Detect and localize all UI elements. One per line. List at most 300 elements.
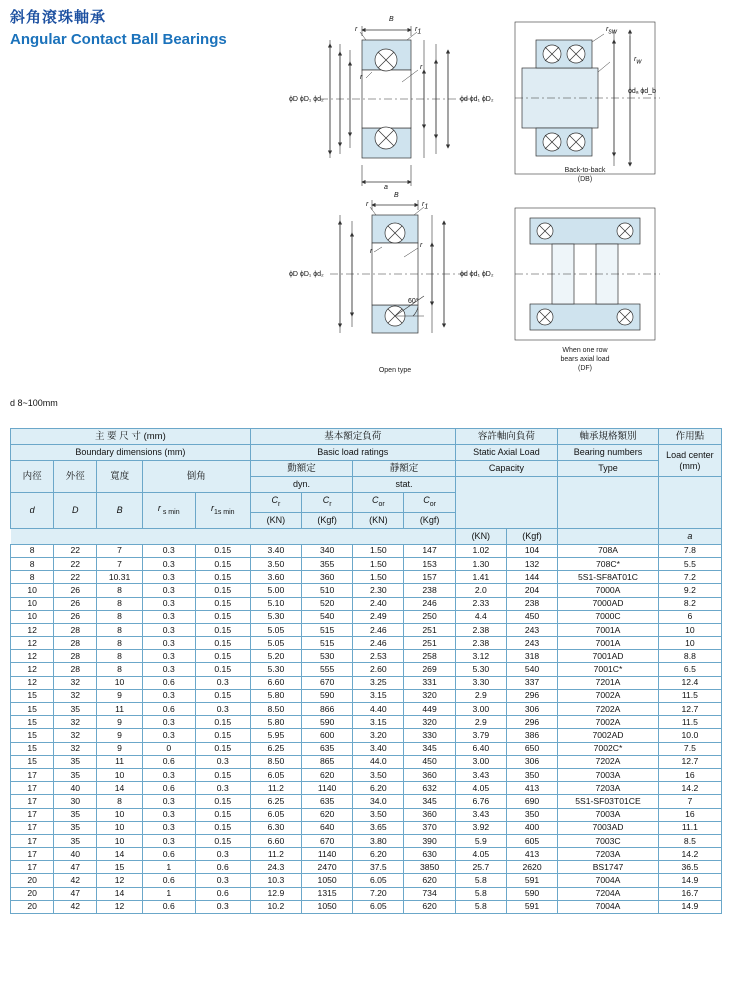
table-row [11,623,722,636]
table-cell: 0.3 [142,729,195,742]
table-cell: 540 [506,663,557,676]
table-cell: 1140 [301,848,352,861]
table-cell: 2.46 [353,623,404,636]
header-unit-kn-stat: (KN) [353,512,404,528]
table-cell: 2.38 [455,637,506,650]
table-cell: 15 [11,703,54,716]
table-cell: 20 [11,874,54,887]
table-row [11,821,722,834]
table-cell: 1.50 [353,544,404,557]
table-cell: 269 [404,663,455,676]
table-cell: 12 [11,650,54,663]
table-cell: 6.30 [250,821,301,834]
table-cell: 345 [404,795,455,808]
table-cell: 10.3 [250,874,301,887]
header-sym-r1smin: $r_{1s min}$ [195,493,250,529]
table-cell: 132 [506,557,557,570]
table-cell: 5.05 [250,623,301,636]
table-cell: 0.6 [142,782,195,795]
table-cell: 3.15 [353,689,404,702]
label-r-prime-bottom: r [420,242,423,249]
table-cell: 16 [658,808,721,821]
table-cell: 670 [301,834,352,847]
table-cell: 15 [11,716,54,729]
table-cell: 413 [506,782,557,795]
table-cell: 17 [11,861,54,874]
table-cell: 35 [54,821,97,834]
table-cell: 246 [404,597,455,610]
table-cell: 7002C* [558,742,659,755]
spec-table-body [11,544,722,913]
table-cell: 0.3 [142,663,195,676]
table-cell: 4.05 [455,848,506,861]
table-cell: 17 [11,808,54,821]
table-cell: 3.40 [250,544,301,557]
table-cell: 7003C [558,834,659,847]
table-cell: 0.15 [195,623,250,636]
table-cell: 0.6 [195,861,250,874]
table-cell: 10.2 [250,900,301,913]
table-cell: 0.3 [142,557,195,570]
table-cell: 3.43 [455,768,506,781]
table-cell: 0.6 [142,755,195,768]
table-cell: 670 [301,676,352,689]
table-cell: 3.12 [455,650,506,663]
table-cell: 15 [97,861,142,874]
label-dims-right-bottom: ϕd ϕd₁ ϕD₂ [460,271,494,278]
table-cell: 7003A [558,808,659,821]
table-cell: 11.2 [250,782,301,795]
table-cell: 35 [54,768,97,781]
table-row [11,637,722,650]
table-cell: 7000A [558,584,659,597]
table-cell: 2.38 [455,623,506,636]
table-cell: 1.50 [353,571,404,584]
table-cell: 14 [97,887,142,900]
table-cell: 413 [506,848,557,861]
table-cell: 35 [54,755,97,768]
table-cell: 7203A [558,782,659,795]
table-cell: 8 [97,584,142,597]
table-cell: 1050 [301,900,352,913]
table-cell: 0.3 [195,755,250,768]
table-cell: 360 [404,808,455,821]
table-cell: 32 [54,716,97,729]
table-cell: 0.3 [142,650,195,663]
table-cell: 11 [97,703,142,716]
table-cell: 36.5 [658,861,721,874]
table-cell: 34.0 [353,795,404,808]
table-cell: 7001C* [558,663,659,676]
table-cell: 7 [658,795,721,808]
table-cell: 20 [11,900,54,913]
table-cell: 5.95 [250,729,301,742]
table-cell: 8 [97,597,142,610]
table-cell: 331 [404,676,455,689]
table-cell: 28 [54,637,97,650]
table-cell: 9 [97,689,142,702]
table-cell: 250 [404,610,455,623]
table-cell: 590 [506,887,557,900]
header-od-cn: 外徑 [54,461,97,493]
table-cell: 4.4 [455,610,506,623]
table-cell: 0.3 [142,610,195,623]
table-cell: 0.15 [195,663,250,676]
table-cell: 6.25 [250,795,301,808]
table-cell: 632 [404,782,455,795]
table-cell: 7204A [558,887,659,900]
label-angle: 60° [408,298,419,305]
table-cell: 243 [506,623,557,636]
table-cell: 734 [404,887,455,900]
table-row [11,729,722,742]
table-cell: 11.2 [250,848,301,861]
table-row [11,782,722,795]
header-unit-kn-axial: (KN) [455,528,506,544]
table-cell: 360 [301,571,352,584]
table-cell: 6.60 [250,834,301,847]
table-row [11,848,722,861]
title-english: Angular Contact Ball Bearings [10,31,227,48]
table-cell: 14.9 [658,874,721,887]
table-cell: 0.15 [195,834,250,847]
table-cell: 144 [506,571,557,584]
table-cell: 1140 [301,782,352,795]
table-cell: 8.5 [658,834,721,847]
table-cell: 2470 [301,861,352,874]
table-cell: 0.15 [195,544,250,557]
table-cell: 42 [54,900,97,913]
label-rw: rw [634,56,642,66]
table-cell: 0.3 [142,584,195,597]
table-cell: 0.15 [195,637,250,650]
table-cell: 5.20 [250,650,301,663]
table-cell: 555 [301,663,352,676]
header-load-cn: 基本額定負荷 [250,429,455,445]
table-row [11,742,722,755]
table-cell: 15 [11,755,54,768]
table-cell: 7.5 [658,742,721,755]
table-cell: 12 [11,623,54,636]
table-cell: 296 [506,716,557,729]
table-cell: 5.30 [250,610,301,623]
spacer-mid [250,528,455,544]
table-cell: 2.53 [353,650,404,663]
table-cell: 12.7 [658,755,721,768]
table-cell: 238 [404,584,455,597]
table-cell: 6.40 [455,742,506,755]
table-row [11,808,722,821]
header-sym-a: a [658,528,721,544]
table-cell: 11 [97,755,142,768]
table-cell: 1 [142,861,195,874]
table-cell: 7202A [558,755,659,768]
table-cell: 10 [11,584,54,597]
table-cell: 243 [506,637,557,650]
table-cell: 7.8 [658,544,721,557]
label-rsw: rsw [606,26,617,36]
table-row [11,861,722,874]
table-cell: 3.40 [353,742,404,755]
table-row [11,887,722,900]
table-cell: 591 [506,874,557,887]
table-cell: 3.25 [353,676,404,689]
table-cell: 17 [11,782,54,795]
table-row [11,597,722,610]
header-center-en: Load center (mm) [658,445,721,477]
table-cell: 0.15 [195,584,250,597]
table-cell: 0.15 [195,716,250,729]
table-cell: 865 [301,755,352,768]
table-cell: 8 [97,795,142,808]
table-cell: 40 [54,848,97,861]
table-cell: 22 [54,544,97,557]
table-cell: 0.6 [142,874,195,887]
header-sym-Cor2: $C_{or}$ [404,493,455,513]
table-cell: 7001A [558,623,659,636]
table-cell: 8 [97,650,142,663]
table-cell: 5.5 [658,557,721,570]
table-cell: 0.3 [142,571,195,584]
table-cell: 44.0 [353,755,404,768]
table-row [11,874,722,887]
table-cell: 17 [11,821,54,834]
table-row [11,689,722,702]
table-cell: 2.0 [455,584,506,597]
table-cell: 0.6 [142,848,195,861]
size-range-note: d 8~100mm [10,398,58,408]
table-cell: 1.50 [353,557,404,570]
table-cell: 8.50 [250,755,301,768]
table-cell: 7003A [558,768,659,781]
table-cell: 450 [506,610,557,623]
label-da-db: ϕdₐ ϕd_b [628,88,656,95]
table-cell: 3.00 [455,755,506,768]
table-cell: 3.30 [455,676,506,689]
table-cell: 1.30 [455,557,506,570]
table-cell: 350 [506,768,557,781]
table-cell: 0.3 [142,768,195,781]
table-cell: 204 [506,584,557,597]
table-cell: 12 [11,637,54,650]
table-cell: 32 [54,742,97,755]
table-cell: 8 [97,623,142,636]
table-cell: 35 [54,834,97,847]
table-cell: 5.8 [455,900,506,913]
caption-open-type: Open type [378,367,412,374]
table-cell: 400 [506,821,557,834]
table-cell: 2.9 [455,716,506,729]
table-cell: 520 [301,597,352,610]
table-cell: 306 [506,755,557,768]
table-cell: 3.20 [353,729,404,742]
table-cell: 0.3 [195,676,250,689]
table-cell: 10.31 [97,571,142,584]
table-cell: 15 [11,729,54,742]
label-r1-topright: r1 [415,26,422,36]
table-cell: 7002A [558,716,659,729]
header-sym-B: B [97,493,142,529]
table-cell: 0.15 [195,689,250,702]
table-cell: 510 [301,584,352,597]
table-cell: 251 [404,623,455,636]
table-row [11,768,722,781]
table-row [11,584,722,597]
label-r1-bottomright: r1 [422,201,429,211]
table-cell: 3.50 [353,768,404,781]
table-cell: 5.80 [250,689,301,702]
table-cell: 7004A [558,900,659,913]
table-cell: 515 [301,637,352,650]
table-cell: 7.2 [658,571,721,584]
table-cell: 32 [54,676,97,689]
table-cell: 35 [54,808,97,821]
table-cell: 26 [54,597,97,610]
table-cell: 1 [142,887,195,900]
table-cell: 515 [301,623,352,636]
table-cell: 620 [301,768,352,781]
table-cell: 0.15 [195,571,250,584]
table-cell: 12 [97,900,142,913]
table-row [11,703,722,716]
table-cell: 2.33 [455,597,506,610]
header-unit-kgf-axial: (Kgf) [506,528,557,544]
table-cell: 591 [506,900,557,913]
table-row [11,650,722,663]
table-cell: 5.00 [250,584,301,597]
table-cell: 4.40 [353,703,404,716]
header-type-cn: 軸承規格類別 [558,429,659,445]
table-cell: 7001AD [558,650,659,663]
table-cell: 11.1 [658,821,721,834]
table-cell: 3.65 [353,821,404,834]
table-cell: 5.30 [250,663,301,676]
table-cell: 26 [54,610,97,623]
table-cell: 6.05 [250,808,301,821]
table-row [11,557,722,570]
table-cell: 390 [404,834,455,847]
table-cell: 620 [404,900,455,913]
header-bore-cn: 内徑 [11,461,54,493]
table-cell: 42 [54,874,97,887]
table-cell: 2.40 [353,597,404,610]
header-center-blank [658,477,721,529]
table-cell: 0.15 [195,742,250,755]
header-load-en: Basic load ratings [250,445,455,461]
table-cell: 6.05 [250,768,301,781]
table-cell: 7 [97,557,142,570]
label-r-inner: r [360,74,363,81]
table-cell: 0.3 [195,848,250,861]
table-cell: 320 [404,716,455,729]
table-cell: 3.50 [250,557,301,570]
table-cell: 620 [301,808,352,821]
header-stat-cn: 靜額定 [353,461,455,477]
table-cell: 0.3 [142,637,195,650]
table-cell: 386 [506,729,557,742]
table-cell: 11.5 [658,689,721,702]
table-cell: 3.00 [455,703,506,716]
table-cell: 3.50 [353,808,404,821]
label-B-top: B [389,16,394,23]
table-cell: 35 [54,703,97,716]
table-cell: 10 [97,808,142,821]
table-cell: 17 [11,768,54,781]
table-cell: 0.3 [142,544,195,557]
table-cell: 17 [11,834,54,847]
table-cell: 16 [658,768,721,781]
table-cell: 7000AD [558,597,659,610]
table-cell: 8.50 [250,703,301,716]
table-cell: 635 [301,742,352,755]
header-type-en-2: Type [558,461,659,477]
table-cell: 8.2 [658,597,721,610]
caption-one-row-axial: When one row bears axial load (DF) [560,347,610,372]
table-cell: 147 [404,544,455,557]
table-cell: 0.6 [142,676,195,689]
table-cell: 37.5 [353,861,404,874]
table-row [11,544,722,557]
header-axial-blank [455,477,557,529]
table-cell: 5.8 [455,874,506,887]
table-cell: 0.3 [142,597,195,610]
table-cell: 0.6 [142,900,195,913]
table-row [11,834,722,847]
table-cell: 2.46 [353,637,404,650]
table-cell: 866 [301,703,352,716]
table-cell: 8 [97,637,142,650]
table-cell: 6.60 [250,676,301,689]
table-cell: 17 [11,795,54,808]
table-cell: 605 [506,834,557,847]
table-cell: 5S1-SF8AT01C [558,571,659,584]
table-cell: 0.15 [195,610,250,623]
table-cell: 7202A [558,703,659,716]
header-type-en-1: Bearing numbers [558,445,659,461]
table-row [11,610,722,623]
table-cell: 600 [301,729,352,742]
table-cell: 15 [11,689,54,702]
table-cell: 7201A [558,676,659,689]
table-cell: 9.2 [658,584,721,597]
header-main-dim-cn: 主 要 尺 寸 (mm) [11,429,251,445]
table-cell: 1050 [301,874,352,887]
table-cell: 30 [54,795,97,808]
table-cell: 0.15 [195,597,250,610]
table-cell: 0.15 [195,557,250,570]
label-r-topleft: r [355,26,358,33]
table-cell: 2620 [506,861,557,874]
table-cell: 340 [301,544,352,557]
header-sym-rsmin: r $_{s min}$ [142,493,195,529]
table-cell: 0.15 [195,821,250,834]
label-r-prime: r [420,64,423,71]
table-cell: 6.20 [353,848,404,861]
table-cell: 350 [506,808,557,821]
table-cell: 0.6 [142,703,195,716]
bearing-diagrams-svg [0,0,730,395]
table-cell: 5.8 [455,887,506,900]
header-sym-D: D [54,493,97,529]
table-cell: 8 [11,557,54,570]
table-row [11,795,722,808]
table-cell: 337 [506,676,557,689]
table-cell: 5.9 [455,834,506,847]
header-type-blank [558,477,659,529]
diagram-area [0,0,730,395]
spacer-left [11,528,251,544]
table-cell: 6.20 [353,782,404,795]
